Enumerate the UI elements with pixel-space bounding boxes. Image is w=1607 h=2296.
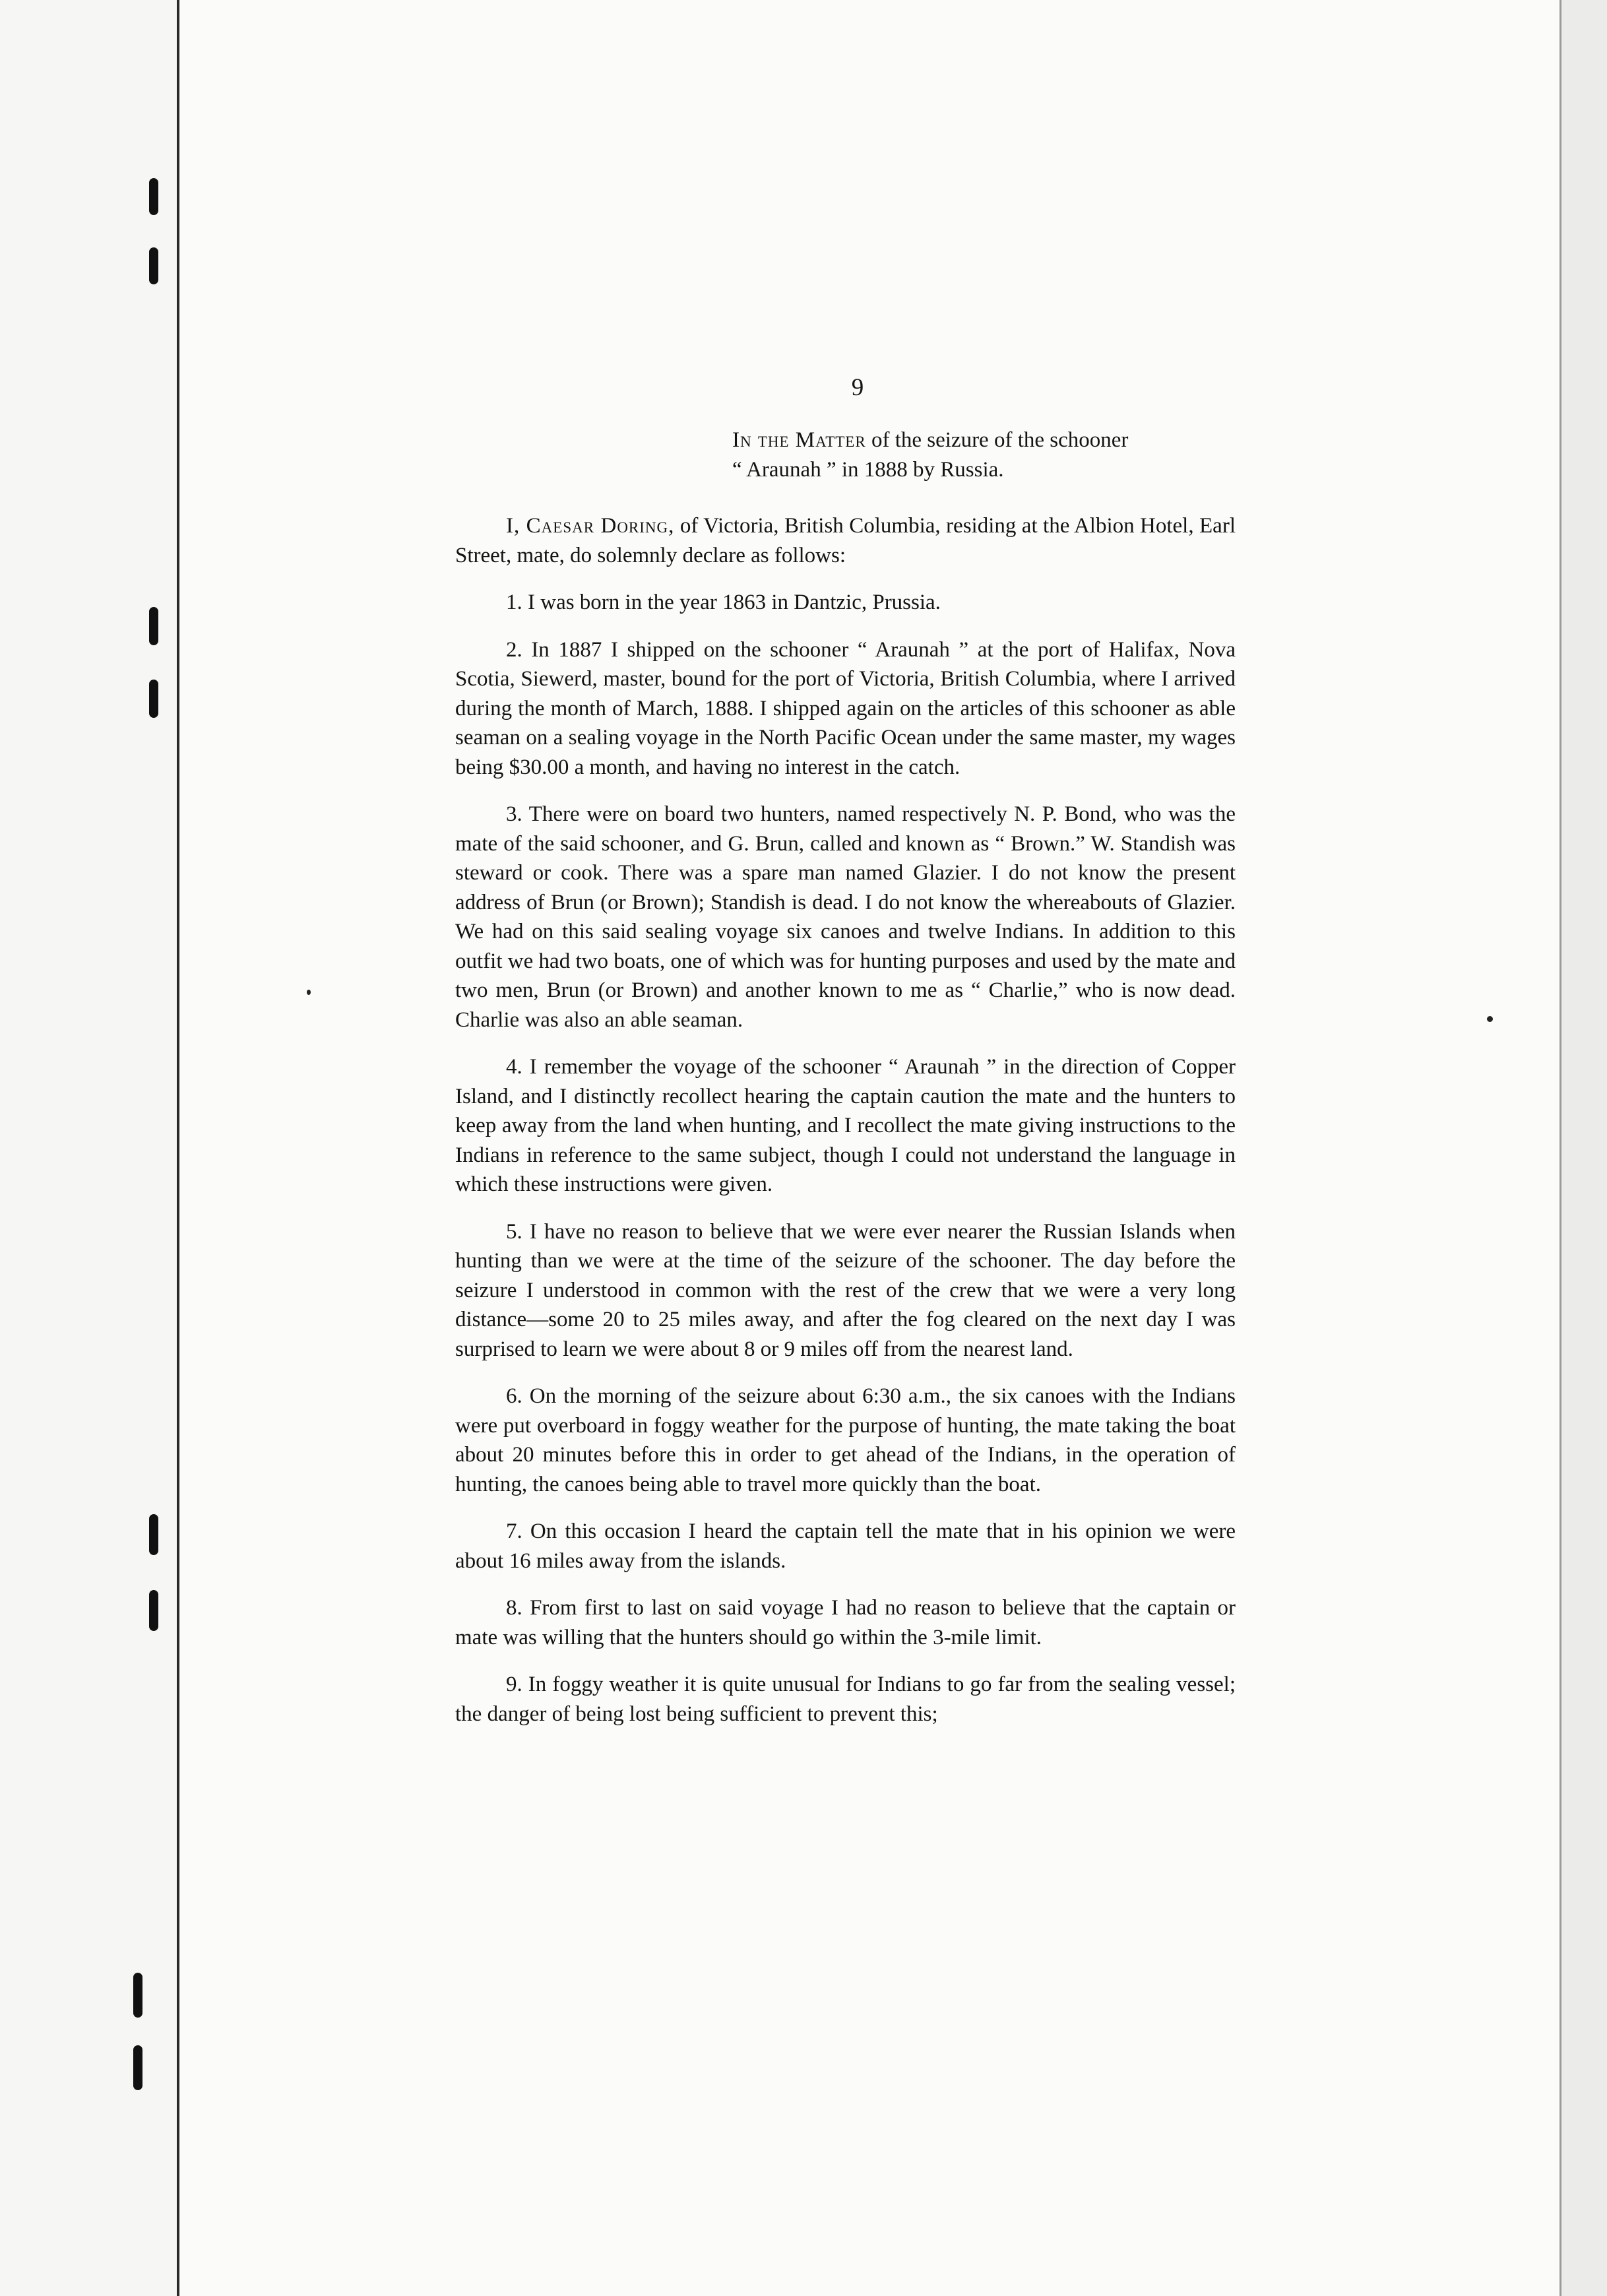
binding-mark bbox=[149, 607, 158, 645]
document-heading bbox=[732, 426, 1247, 485]
paragraph-1: 1. I was born in the year 1863 in Dantzic, Prussia. bbox=[506, 590, 941, 614]
paragraph-4: 4. I remember the voyage of the schooner “ Araunah ” in the direction of Copper Island, and I distinctly recollect hearing the captain caution the mate and the hunters to keep away from the land when hunting, and I recollect the mate giving instructions to the Indians in reference to the same subject, though I could not understand the language in which these instructions were given. bbox=[455, 1055, 1236, 1196]
binding-mark bbox=[149, 247, 158, 284]
paragraph-9: 9. In foggy weather it is quite unusual for Indians to go far from the sealing vessel; the danger of being lost being sufficient to prevent this; bbox=[455, 1673, 1236, 1726]
binding-mark bbox=[149, 1590, 158, 1631]
scan-speck bbox=[307, 990, 311, 995]
heading-line-2: “ Araunah ” in 1888 by Russia. bbox=[732, 458, 1004, 482]
paragraph-8: 8. From first to last on said voyage I had no reason to believe that the captain or mate was willing that the hunters should go within the 3-mile limit. bbox=[455, 1596, 1236, 1649]
binding-mark bbox=[149, 178, 158, 215]
declaration-body bbox=[455, 511, 1236, 1746]
intro-text: of Victoria, British Columbia, residing at the Albion Hotel, Earl Street, mate, do solemnly declare as follows: bbox=[455, 514, 1236, 567]
scan-left-margin bbox=[0, 0, 179, 2296]
heading-rest: of the seizure of the schooner bbox=[866, 428, 1129, 452]
paragraph-3: 3. There were on board two hunters, named respectively N. P. Bond, who was the mate of the said schooner, and G. Brun, called and known as “ Brown.” W. Standish was steward or cook. There was a spare man named Glazier. I do not know the present address of Brun (or Brown); Standish is dead. I do not know the whereabouts of Glazier. We had on this said sealing voyage six canoes and twelve Indians. In addition to this outfit we had two boats, one of which was for hunting purposes and used by the mate and two men, Brun (or Brown) and another known to me as “ Charlie,” who is now dead. Charlie was also an able seaman. bbox=[455, 802, 1236, 1032]
declarant-name: I, Caesar Doring, bbox=[506, 514, 675, 538]
paragraph-6: 6. On the morning of the seizure about 6:30 a.m., the six canoes with the Indians were put overboard in foggy weather for the purpose of hunting, the mate taking the boat about 20 minutes before this in order to get ahead of the Indians, in the operation of hunting, the canoes being able to travel more quickly than the boat. bbox=[455, 1384, 1236, 1496]
binding-mark bbox=[149, 1514, 158, 1555]
scan-speck bbox=[1487, 1016, 1493, 1022]
paragraph-7: 7. On this occasion I heard the captain tell the mate that in his opinion we were about 16 miles away from the islands. bbox=[455, 1519, 1236, 1573]
binding-mark bbox=[133, 1973, 142, 2018]
paragraph-5: 5. I have no reason to believe that we were ever nearer the Russian Islands when hunting than we were at the time of the seizure of the schooner. The day before the seizure I understood in common with the rest of the crew that we were a very long distance—some 20 to 25 miles away, and after the fog cleared on the next day I was surprised to learn we were about 8 or 9 miles off from the nearest land. bbox=[455, 1219, 1236, 1361]
page-number: 9 bbox=[851, 374, 864, 401]
binding-mark bbox=[149, 680, 158, 718]
paragraph-2: 2. In 1887 I shipped on the schooner “ Araunah ” at the port of Halifax, Nova Scotia, Siewerd, master, bound for the port of Victoria, British Columbia, where I arrived during the month of March, 1888. I shipped again on the articles of this schooner as able seaman on a sealing voyage in the North Pacific Ocean under the same master, my wages being $30.00 a month, and having no interest in the catch. bbox=[455, 637, 1236, 779]
binding-mark bbox=[133, 2045, 142, 2090]
heading-lead: In the Matter bbox=[732, 428, 866, 452]
declaration-intro bbox=[455, 511, 1236, 570]
scan-right-margin bbox=[1560, 0, 1607, 2296]
